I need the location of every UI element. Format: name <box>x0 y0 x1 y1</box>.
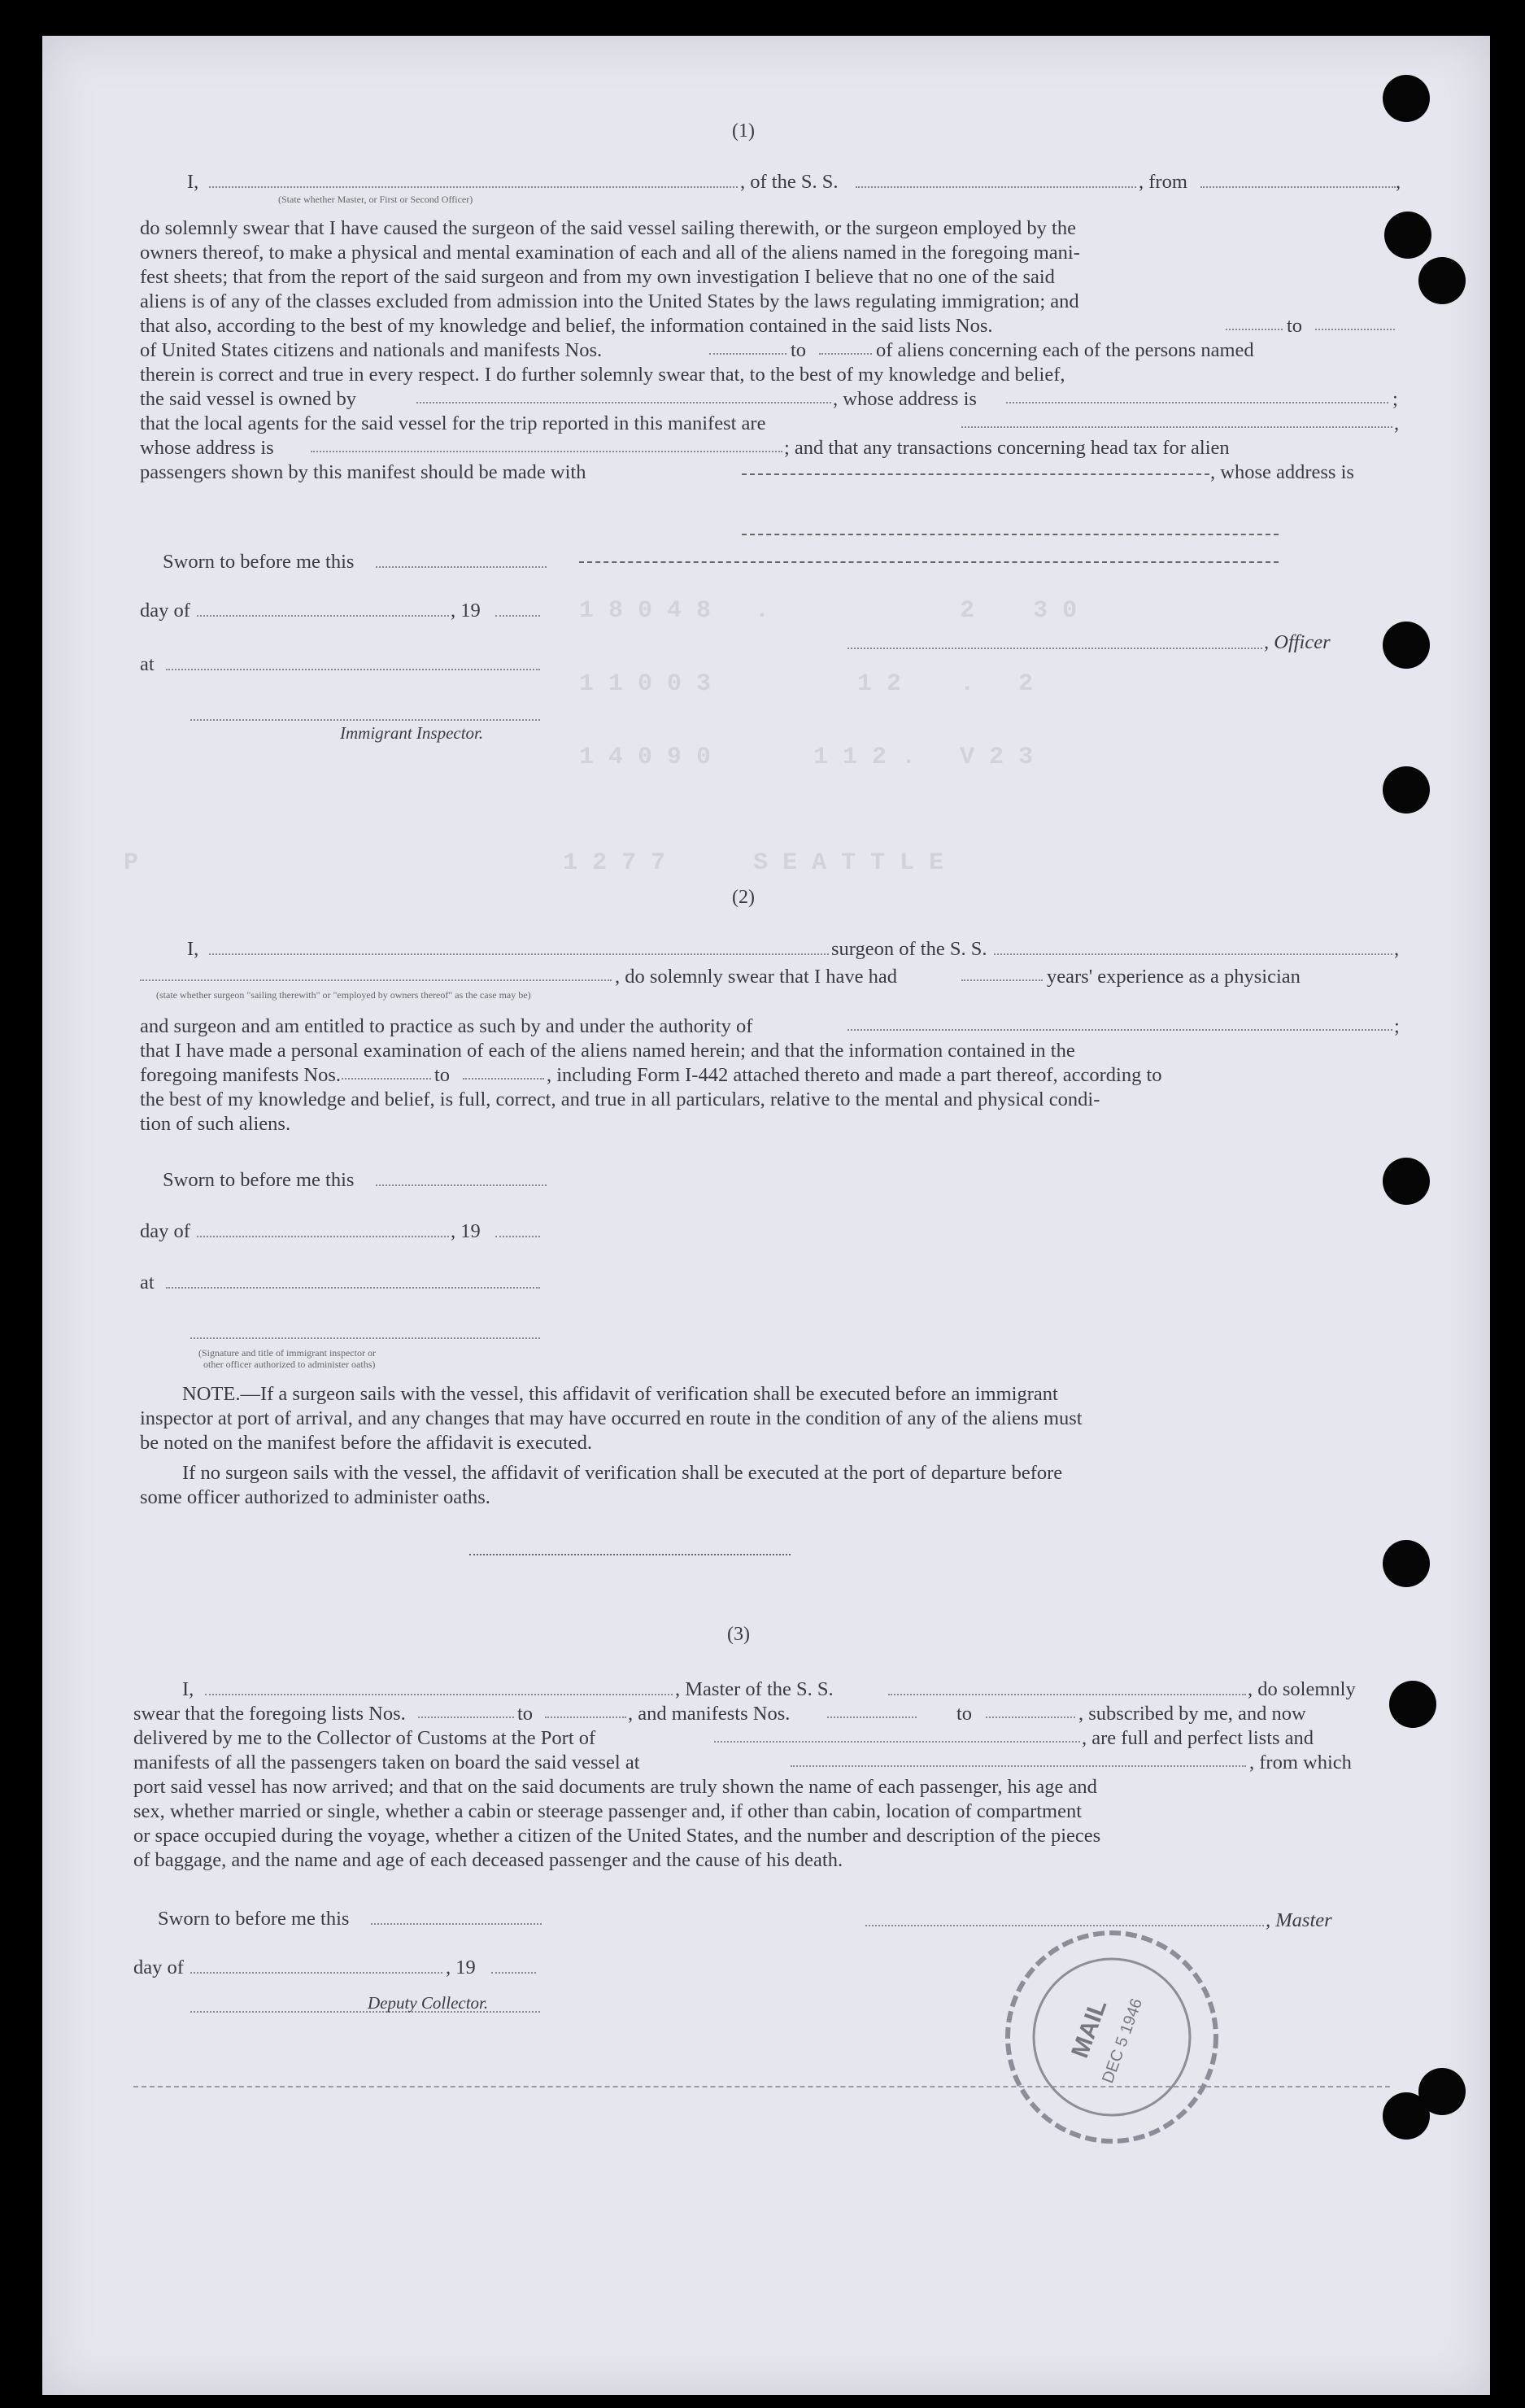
punch-hole <box>1389 1681 1436 1728</box>
authority-field <box>847 1029 1392 1031</box>
s3-line-7: or space occupied during the voyage, whether a citizen of the United States, and the number and description of the pieces <box>133 1825 1101 1847</box>
s1-i-label: I, <box>187 171 199 193</box>
s3-master-label: , Master of the S. S. <box>675 1678 834 1700</box>
note-line-5: some officer authorized to administer oaths. <box>140 1486 490 1508</box>
master-name-field <box>205 1694 673 1695</box>
s1-sworn-date-field <box>376 566 547 568</box>
s2-inspector-signature-field <box>190 1337 540 1339</box>
bleed-through-text-2: 1 1 0 0 3 1 2 . 2 <box>579 670 1034 698</box>
bleed-through-text-4: P 1 2 7 7 S E A T T L E <box>124 849 944 877</box>
immigrant-inspector-label: Immigrant Inspector. <box>340 723 484 743</box>
s1-line-1: do solemnly swear that I have caused the surgeon of the said vessel sailing therewith, or the surgeon employed by the <box>140 217 1076 239</box>
s2-at: at <box>140 1272 155 1293</box>
stamp-mail-text: MAIL <box>1066 1996 1113 2062</box>
s1-whose-address-end: , whose address is <box>1210 461 1354 483</box>
years-field <box>961 979 1043 981</box>
s2-line-5c: , including Form I-442 attached thereto and made a part thereof, according to <box>547 1064 1162 1086</box>
s2-sig-note-1: (Signature and title of immigrant inspector or <box>198 1347 376 1359</box>
s1-at: at <box>140 653 155 675</box>
note-line-2: inspector at port of arrival, and any changes that may have occurred en route in the condition of any of the aliens must <box>140 1407 1083 1429</box>
s2-sworn-date-field <box>376 1184 547 1186</box>
s2-surgeon-label: surgeon of the S. S. <box>831 938 987 960</box>
stamp-date-text: DEC 5 1946 <box>1099 1996 1147 2086</box>
s2-manifests-from-field <box>342 1078 431 1080</box>
note-line-1: NOTE.—If a surgeon sails with the vessel, this affidavit of verification shall be executed before an immigrant <box>182 1383 1058 1405</box>
punch-hole <box>1384 212 1431 259</box>
s3-manifests-to-field <box>986 1717 1075 1718</box>
s3-manifests-from-field <box>827 1717 917 1718</box>
s1-sworn: Sworn to before me this <box>163 551 355 573</box>
s3-line-3b: , are full and perfect lists and <box>1082 1727 1314 1749</box>
port-field <box>714 1741 1080 1743</box>
s3-month-field <box>190 1972 442 1974</box>
s1-head-tax: ; and that any transactions concerning head tax for alien <box>784 437 1230 459</box>
s1-line-3: fest sheets; that from the report of the said surgeon and from my own investigation I believe that no one of the said <box>140 266 1055 288</box>
manifests-from-field <box>709 353 786 355</box>
officer-note: (State whether Master, or First or Second Officer) <box>278 194 473 205</box>
s3-line-2a: swear that the foregoing lists Nos. <box>133 1703 406 1725</box>
s2-swear: , do solemnly swear that I have had <box>615 966 897 988</box>
s3-sworn-date-field <box>371 1923 542 1925</box>
s1-day-of: day of <box>140 600 190 622</box>
officer-signature-field <box>847 648 1262 649</box>
s2-vessel-field <box>994 953 1392 955</box>
section-2-number: (2) <box>732 887 755 908</box>
lists-to-field <box>1315 329 1395 330</box>
deputy-collector-label: Deputy Collector. <box>368 1993 489 2013</box>
head-tax-address-line-2 <box>579 561 1279 563</box>
s1-line-6: of United States citizens and nationals and manifests Nos. <box>140 339 603 361</box>
s3-line-5: port said vessel has now arrived; and that on the said documents are truly shown the name of each passenger, his age and <box>133 1776 1097 1798</box>
s2-line-7: tion of such aliens. <box>140 1113 291 1135</box>
s3-year: , 19 <box>446 1956 476 1978</box>
s1-to-2: to <box>791 339 807 361</box>
s2-line-4: that I have made a personal examination of each of the aliens named herein; and that the information contained in the <box>140 1040 1075 1062</box>
head-tax-address-line-1 <box>742 534 1279 535</box>
punch-hole <box>1418 257 1466 304</box>
s1-year: , 19 <box>451 600 481 622</box>
bleed-through-text: 1 8 0 4 8 . 2 3 0 <box>579 597 1078 625</box>
agent-address-field <box>311 451 782 452</box>
surgeon-name-field <box>209 953 829 955</box>
section-divider <box>469 1554 791 1555</box>
s2-year-field <box>495 1236 540 1237</box>
s3-to-1: to <box>517 1703 534 1725</box>
surgeon-note: (state whether surgeon "sailing therewith" or "employed by owners thereof" as the case may be) <box>156 989 531 1001</box>
from-port-field <box>1200 186 1396 188</box>
s1-to-1: to <box>1287 315 1303 337</box>
s3-lists-from-field <box>418 1717 514 1718</box>
s3-lists-to-field <box>545 1717 626 1718</box>
punch-hole <box>1383 766 1430 814</box>
punch-hole <box>1383 1158 1430 1205</box>
punch-hole <box>1418 2068 1466 2115</box>
s2-years: years' experience as a physician <box>1047 966 1301 988</box>
note-line-3: be noted on the manifest before the affidavit is executed. <box>140 1432 593 1454</box>
s3-vessel-field <box>888 1694 1246 1695</box>
s3-day-of: day of <box>133 1956 184 1978</box>
s1-comma: , <box>1396 171 1401 193</box>
s1-month-field <box>197 615 449 617</box>
s2-semicolon: ; <box>1394 1015 1400 1037</box>
manifests-to-field <box>819 353 872 355</box>
bleed-through-text-3: 1 4 0 9 0 1 1 2 . V 2 3 <box>579 744 1034 771</box>
s2-month-field <box>197 1236 449 1237</box>
punch-hole <box>1383 622 1430 669</box>
s2-to: to <box>434 1064 451 1086</box>
s1-line-4: aliens is of any of the classes excluded from admission into the United States by the laws regulating immigration; and <box>140 290 1079 312</box>
local-agents-field <box>961 426 1392 428</box>
s1-line-9: that the local agents for the said vessel for the trip reported in this manifest are <box>140 412 766 434</box>
s1-of-ss-label: , of the S. S. <box>740 171 839 193</box>
s2-year: , 19 <box>451 1220 481 1242</box>
s3-do-solemnly: , do solemnly <box>1248 1678 1356 1700</box>
s1-year-field <box>495 615 540 617</box>
vessel-name-field <box>856 186 1136 188</box>
s2-comma: , <box>1394 938 1400 960</box>
s1-comma-2: , <box>1394 412 1400 434</box>
embark-port-field <box>791 1765 1246 1767</box>
owner-field <box>416 402 831 404</box>
s3-line-2e: , subscribed by me, and now <box>1078 1703 1306 1725</box>
s3-year-field <box>491 1972 536 1974</box>
officer-label: , Officer <box>1264 631 1331 653</box>
manifest-page <box>42 36 1490 2395</box>
inspector-signature-field <box>190 719 540 721</box>
s1-line-7: therein is correct and true in every respect. I do further solemnly swear that, to the best of my knowledge and belief, <box>140 364 1065 386</box>
s3-line-6: sex, whether married or single, whether a cabin or steerage passenger and, if other than cabin, location of compartment <box>133 1800 1083 1822</box>
s2-line-6: the best of my knowledge and belief, is full, correct, and true in all particulars, relative to the mental and physical condi- <box>140 1088 1100 1110</box>
s3-i-label: I, <box>182 1678 194 1700</box>
postal-stamp <box>957 1866 1299 2192</box>
s1-semicolon: ; <box>1392 388 1398 410</box>
s2-at-field <box>166 1287 540 1289</box>
section-1-number: (1) <box>732 120 755 142</box>
s1-at-field <box>166 669 540 670</box>
s2-day-of: day of <box>140 1220 190 1242</box>
s2-sig-note-2: other officer authorized to administer oaths) <box>203 1359 376 1370</box>
punch-hole <box>1383 1540 1430 1587</box>
s1-from-label: , from <box>1139 171 1187 193</box>
s3-line-4b: , from which <box>1249 1751 1352 1773</box>
s2-manifests-to-field <box>463 1078 544 1080</box>
s1-line-11: passengers shown by this manifest should be made with <box>140 461 586 483</box>
lists-from-field <box>1226 329 1283 330</box>
s3-line-8: of baggage, and the name and age of each deceased passenger and the cause of his death. <box>133 1849 843 1871</box>
s1-owner-address-label: , whose address is <box>833 388 977 410</box>
s2-i-label: I, <box>187 938 199 960</box>
s1-line-10: whose address is <box>140 437 274 459</box>
s1-line-5: that also, according to the best of my knowledge and belief, the information contained in the said lists Nos. <box>140 315 993 337</box>
master-label: , Master <box>1266 1909 1332 1931</box>
section-3-number: (3) <box>727 1624 750 1645</box>
punch-hole <box>1383 75 1430 122</box>
s1-line-2: owners thereof, to make a physical and mental examination of each and all of the aliens named in the foregoing mani- <box>140 242 1080 264</box>
s1-line-8: the said vessel is owned by <box>140 388 357 410</box>
note-line-4: If no surgeon sails with the vessel, the affidavit of verification shall be executed at the port of departure before <box>182 1462 1063 1484</box>
s3-line-3a: delivered by me to the Collector of Customs at the Port of <box>133 1727 596 1749</box>
s1-of-aliens: of aliens concerning each of the persons named <box>876 339 1254 361</box>
s3-line-2c: , and manifests Nos. <box>628 1703 791 1725</box>
s3-to-2: to <box>956 1703 973 1725</box>
s2-line-5a: foregoing manifests Nos. <box>140 1064 341 1086</box>
s3-line-4a: manifests of all the passengers taken on board the said vessel at <box>133 1751 640 1773</box>
surgeon-type-field <box>140 979 612 981</box>
s2-line-3: and surgeon and am entitled to practice as such by and under the authority of <box>140 1015 753 1037</box>
s3-sworn: Sworn to before me this <box>158 1908 350 1930</box>
head-tax-agent-field <box>742 473 1209 475</box>
s2-sworn: Sworn to before me this <box>163 1169 355 1191</box>
owner-address-field <box>1006 402 1388 404</box>
officer-name-field <box>209 186 738 188</box>
